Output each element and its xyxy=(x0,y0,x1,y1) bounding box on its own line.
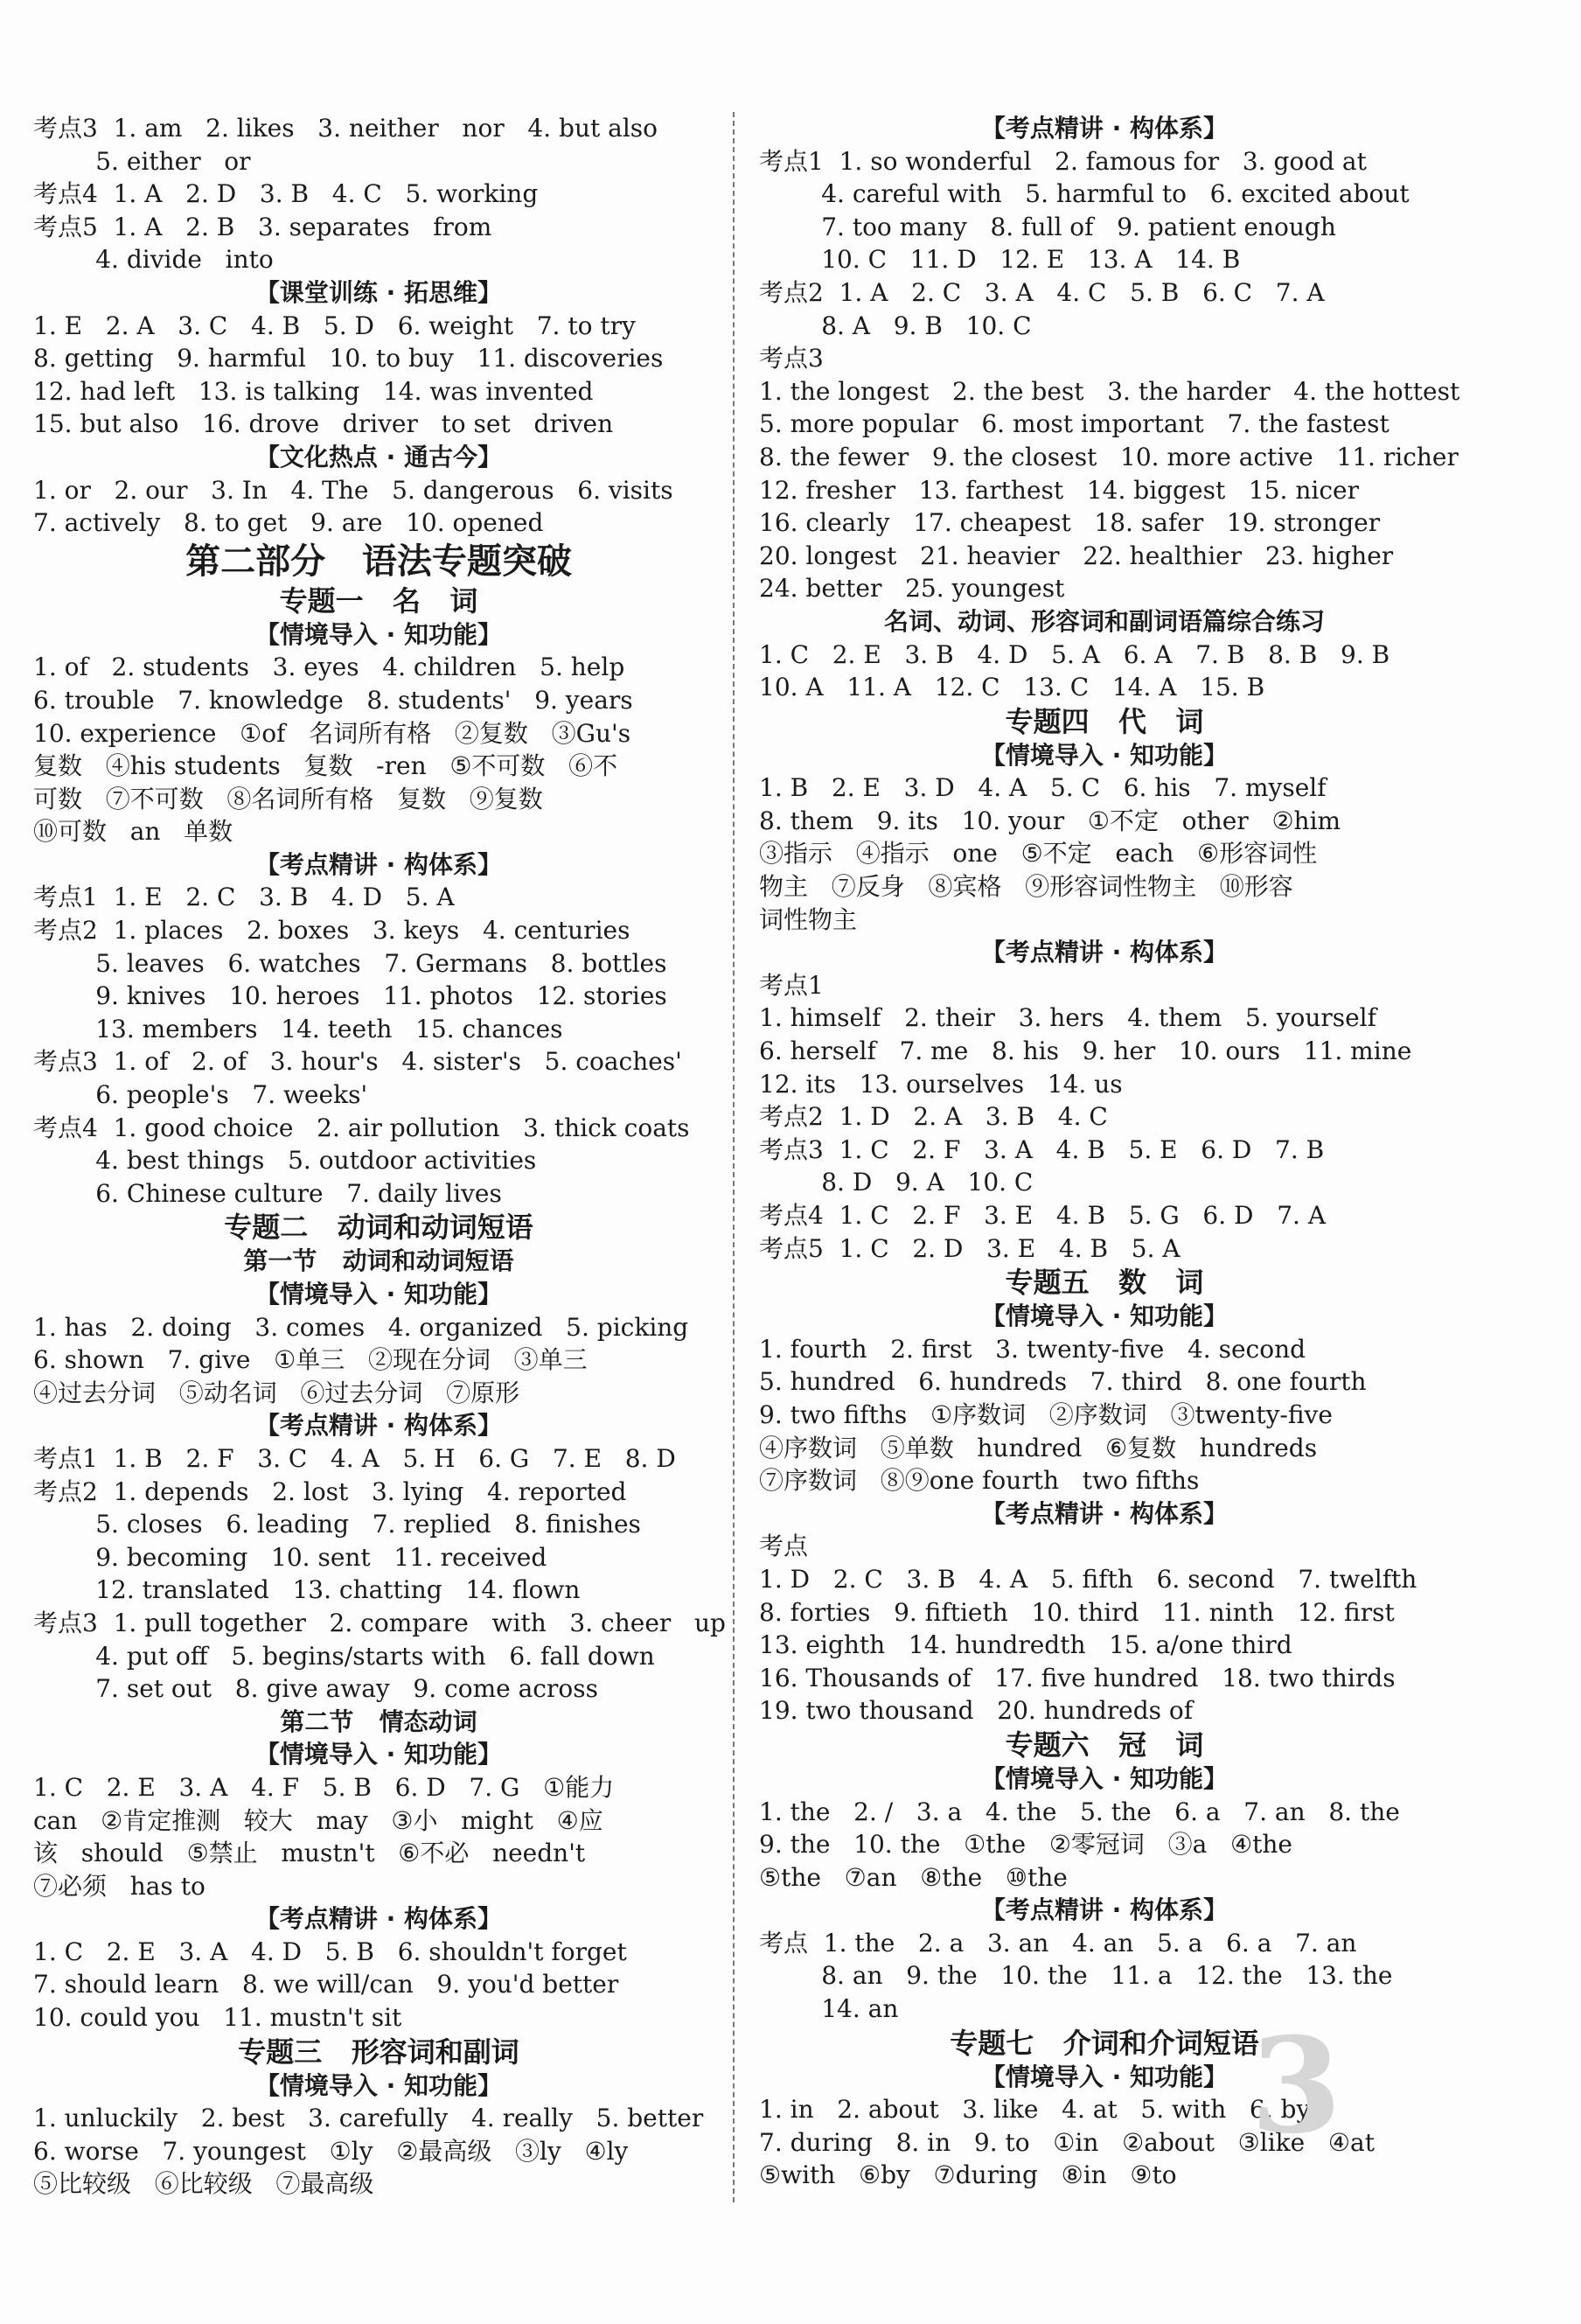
part-title: 第二部分 语法专题突破 xyxy=(185,540,572,582)
answer-line: 考点5 1. A 2. B 3. separates from xyxy=(33,212,492,241)
answer-line: 8. getting 9. harmful 10. to buy 11. discoveries xyxy=(33,344,664,373)
answer-line: 5. closes 6. leading 7. replied 8. finishes xyxy=(33,1510,641,1539)
answer-line: 4. best things 5. outdoor activities xyxy=(33,1146,537,1176)
answer-line: 考点4 1. good choice 2. air pollution 3. thick coats xyxy=(33,1113,690,1142)
answer-line: 16. Thousands of 17. five hundred 18. two thirds xyxy=(759,1663,1396,1692)
section-header: 【情境导入 · 知功能】 xyxy=(254,2070,503,2100)
answer-line: 考点3 1. of 2. of 3. hour's 4. sister's 5. coaches' xyxy=(33,1047,682,1077)
answer-line: 1. C 2. E 3. A 4. D 5. B 6. shouldn't forget xyxy=(33,1937,627,1966)
answer-line: 6. trouble 7. knowledge 8. students' 9. years xyxy=(33,685,633,715)
answer-line: 可数 ⑦不可数 ⑧名词所有格 复数 ⑨复数 xyxy=(33,784,543,813)
answer-line: 1. the 2. / 3. a 4. the 5. the 6. a 7. an 8. the xyxy=(759,1797,1400,1826)
answer-line: ⑦必须 has to xyxy=(33,1871,205,1901)
section-header: 【考点精讲 · 构体系】 xyxy=(980,938,1229,967)
answer-line: 7. actively 8. to get 9. are 10. opened xyxy=(33,508,544,538)
answer-line: 1. has 2. doing 3. comes 4. organized 5. picking xyxy=(33,1312,689,1342)
section-header: 【情境导入 · 知功能】 xyxy=(980,740,1229,770)
answer-line: 8. forties 9. fiftieth 10. third 11. ninth 12. first xyxy=(759,1597,1395,1627)
section-header: 【考点精讲 · 构体系】 xyxy=(980,114,1229,143)
answer-line: ④序数词 ⑤单数 hundred ⑥复数 hundreds xyxy=(759,1433,1318,1462)
answer-line: 考点 1. the 2. a 3. an 4. an 5. a 6. a 7. an xyxy=(759,1928,1357,1958)
answer-line: 1. in 2. about 3. like 4. at 5. with 6. by xyxy=(759,2095,1311,2125)
answer-line: 7. set out 8. give away 9. come across xyxy=(33,1674,598,1704)
answer-line: 考点2 1. places 2. boxes 3. keys 4. centuries xyxy=(33,916,630,946)
answer-line: 考点2 1. A 2. C 3. A 4. C 5. B 6. C 7. A xyxy=(759,277,1325,307)
answer-line: 5. hundred 6. hundreds 7. third 8. one fourth xyxy=(759,1367,1367,1397)
section-header: 【情境导入 · 知功能】 xyxy=(980,1763,1229,1793)
answer-line: 10. A 11. A 12. C 13. C 14. A 15. B xyxy=(759,673,1265,702)
right-column xyxy=(759,112,1460,2192)
answer-line: ⑩可数 an 单数 xyxy=(33,817,233,847)
answer-line: 12. its 13. ourselves 14. us xyxy=(759,1069,1123,1099)
answer-line: 6. worse 7. youngest ①ly ②最高级 ③ly ④ly xyxy=(33,2136,629,2166)
answer-line: 10. C 11. D 12. E 13. A 14. B xyxy=(759,245,1241,275)
answer-line: 6. people's 7. weeks' xyxy=(33,1080,368,1110)
section-header: 【考点精讲 · 构体系】 xyxy=(254,1411,503,1441)
answer-line: 9. becoming 10. sent 11. received xyxy=(33,1542,547,1572)
answer-line: 9. two fifths ①序数词 ②序数词 ③twenty-five xyxy=(759,1399,1333,1429)
answer-line: 7. should learn 8. we will/can 9. you'd better xyxy=(33,1970,619,1999)
answer-line: 4. put off 5. begins/starts with 6. fall down xyxy=(33,1641,655,1671)
answer-line: 13. eighth 14. hundredth 15. a/one third xyxy=(759,1630,1292,1660)
answer-line: 考点1 xyxy=(759,970,824,1000)
answer-line: 考点3 1. C 2. F 3. A 4. B 5. E 6. D 7. B xyxy=(759,1134,1325,1164)
answer-line: 词性物主 xyxy=(759,904,858,934)
answer-line: 20. longest 21. heavier 22. healthier 23. higher xyxy=(759,541,1394,570)
topic-title: 专题五 数 词 xyxy=(1005,1266,1204,1300)
answer-line: 考点1 1. so wonderful 2. famous for 3. good at xyxy=(759,146,1367,176)
answer-line: 考点5 1. C 2. D 3. E 4. B 5. A xyxy=(759,1233,1181,1263)
section-header: 【考点精讲 · 构体系】 xyxy=(254,1904,503,1934)
answer-line: 1. C 2. E 3. B 4. D 5. A 6. A 7. B 8. B 9. B xyxy=(759,639,1390,669)
answer-line: 16. clearly 17. cheapest 18. safer 19. stronger xyxy=(759,508,1381,538)
section-header: 【情境导入 · 知功能】 xyxy=(254,1740,503,1769)
answer-line: ⑤比较级 ⑥比较级 ⑦最高级 xyxy=(33,2169,374,2199)
topic-title: 专题三 形容词和副词 xyxy=(238,2034,519,2069)
answer-line: 1. or 2. our 3. In 4. The 5. dangerous 6. visits xyxy=(33,475,673,505)
topic-title: 专题四 代 词 xyxy=(1005,704,1204,738)
answer-line: 8. A 9. B 10. C xyxy=(759,311,1032,340)
answer-line: 考点4 1. A 2. D 3. B 4. C 5. working xyxy=(33,179,539,209)
answer-line: 24. better 25. youngest xyxy=(759,574,1065,604)
answer-line: 5. either or xyxy=(33,146,251,176)
answer-line: 1. unluckily 2. best 3. carefully 4. really 5. better xyxy=(33,2104,704,2133)
answer-line: 1. C 2. E 3. A 4. F 5. B 6. D 7. G ①能力 xyxy=(33,1772,615,1802)
answer-line: 考点1 1. E 2. C 3. B 4. D 5. A xyxy=(33,883,455,912)
section-header: 第二节 情态动词 xyxy=(280,1706,477,1736)
answer-line: 8. them 9. its 10. your ①不定 other ②him xyxy=(759,806,1341,835)
answer-line: can ②肯定推测 较大 may ③小 might ④应 xyxy=(33,1805,603,1835)
section-header: 【情境导入 · 知功能】 xyxy=(254,619,503,649)
section-header: 【考点精讲 · 构体系】 xyxy=(980,1498,1229,1528)
answer-line: 8. an 9. the 10. the 11. a 12. the 13. the xyxy=(759,1961,1393,1991)
answer-line: 6. Chinese culture 7. daily lives xyxy=(33,1178,502,1208)
answer-line: 4. careful with 5. harmful to 6. excited about xyxy=(759,179,1410,209)
answer-line: 考点3 xyxy=(759,344,824,373)
section-header: 【情境导入 · 知功能】 xyxy=(254,1280,503,1309)
answer-line: 7. too many 8. full of 9. patient enough xyxy=(759,212,1336,241)
answer-line: ③指示 ④指示 one ⑤不定 each ⑥形容词性 xyxy=(759,839,1318,869)
answer-line: ⑦序数词 ⑧⑨one fourth two fifths xyxy=(759,1466,1200,1496)
answer-line: 9. the 10. the ①the ②零冠词 ③a ④the xyxy=(759,1830,1292,1860)
answer-line: 5. more popular 6. most important 7. the fastest xyxy=(759,409,1389,439)
answer-line: 15. but also 16. drove driver to set driven xyxy=(33,409,614,439)
answer-line: 4. divide into xyxy=(33,245,274,275)
answer-line: 6. herself 7. me 8. his 9. her 10. ours 11. mine xyxy=(759,1036,1412,1066)
answer-line: 考点3 1. am 2. likes 3. neither nor 4. but also xyxy=(33,114,658,143)
section-header: 【文化热点 · 通古今】 xyxy=(254,442,503,471)
answer-line: 1. fourth 2. first 3. twenty-five 4. second xyxy=(759,1334,1306,1364)
answer-line: 12. translated 13. chatting 14. flown xyxy=(33,1575,581,1605)
section-header: 第一节 动词和动词短语 xyxy=(243,1246,514,1276)
column-divider xyxy=(733,112,735,2202)
answer-line: 9. knives 10. heroes 11. photos 12. stories xyxy=(33,981,667,1011)
answer-line: 8. D 9. A 10. C xyxy=(759,1168,1034,1197)
answer-line: 考点1 1. B 2. F 3. C 4. A 5. H 6. G 7. E 8. D xyxy=(33,1443,676,1473)
answer-line: 6. shown 7. give ①单三 ②现在分词 ③单三 xyxy=(33,1345,588,1375)
answer-line: 考点3 1. pull together 2. compare with 3. cheer up xyxy=(33,1608,726,1637)
answer-line: 1. E 2. A 3. C 4. B 5. D 6. weight 7. to try xyxy=(33,311,636,340)
answer-line: 12. fresher 13. farthest 14. biggest 15. nicer xyxy=(759,475,1359,505)
answer-line: 14. an xyxy=(759,1994,899,2024)
answer-line: 10. could you 11. mustn't sit xyxy=(33,2003,402,2033)
answer-line: 1. D 2. C 3. B 4. A 5. fifth 6. second 7. twelfth xyxy=(759,1564,1417,1594)
answer-line: 7. during 8. in 9. to ①in ②about ③like ④at xyxy=(759,2127,1375,2157)
answer-line: 10. experience ①of 名词所有格 ②复数 ③Gu's xyxy=(33,718,631,748)
answer-line: ④过去分词 ⑤动名词 ⑥过去分词 ⑦原形 xyxy=(33,1378,520,1407)
answer-line: ⑤the ⑦an ⑧the ⑩the xyxy=(759,1862,1068,1892)
answer-line: 12. had left 13. is talking 14. was invented xyxy=(33,376,594,406)
answer-line: 1. of 2. students 3. eyes 4. children 5. help xyxy=(33,653,625,682)
answer-line: 考点4 1. C 2. F 3. E 4. B 5. G 6. D 7. A xyxy=(759,1201,1327,1230)
section-header: 【情境导入 · 知功能】 xyxy=(980,1302,1229,1331)
answer-line: 1. B 2. E 3. D 4. A 5. C 6. his 7. myself xyxy=(759,773,1327,803)
answer-line: 1. the longest 2. the best 3. the harder 4. the hottest xyxy=(759,376,1460,406)
topic-title: 专题二 动词和动词短语 xyxy=(224,1211,533,1245)
page-number-mark: 3 xyxy=(1250,2009,1342,2163)
answer-line: 复数 ④his students 复数 -ren ⑤不可数 ⑥不 xyxy=(33,751,618,781)
answer-line: 5. leaves 6. watches 7. Germans 8. bottles xyxy=(33,948,667,978)
section-header: 名词、动词、形容词和副词语篇综合练习 xyxy=(883,606,1325,636)
section-header: 【考点精讲 · 构体系】 xyxy=(980,1895,1229,1925)
answer-line: 考点 xyxy=(759,1532,809,1561)
answer-line: 1. himself 2. their 3. hers 4. them 5. yourself xyxy=(759,1003,1376,1033)
answer-line: 该 should ⑤禁止 mustn't ⑥不必 needn't xyxy=(33,1839,586,1868)
answer-line: 考点2 1. depends 2. lost 3. lying 4. reported xyxy=(33,1476,627,1506)
answer-line: 19. two thousand 20. hundreds of xyxy=(759,1696,1194,1726)
answer-line: 8. the fewer 9. the closest 10. more active 11. richer xyxy=(759,442,1459,471)
topic-title: 专题六 冠 词 xyxy=(1005,1727,1204,1762)
section-header: 【课堂训练 · 拓思维】 xyxy=(254,277,503,307)
answer-line: 13. members 14. teeth 15. chances xyxy=(33,1014,563,1043)
topic-title: 专题七 介词和介词短语 xyxy=(950,2026,1259,2060)
topic-title: 专题一 名 词 xyxy=(279,583,478,618)
left-column xyxy=(33,112,724,2201)
answer-line: 考点2 1. D 2. A 3. B 4. C xyxy=(759,1102,1108,1132)
answer-line: ⑤with ⑥by ⑦during ⑧in ⑨to xyxy=(759,2160,1177,2190)
section-header: 【情境导入 · 知功能】 xyxy=(980,2062,1229,2091)
answer-line: 物主 ⑦反身 ⑧宾格 ⑨形容词性物主 ⑩形容 xyxy=(759,872,1293,902)
section-header: 【考点精讲 · 构体系】 xyxy=(254,849,503,879)
